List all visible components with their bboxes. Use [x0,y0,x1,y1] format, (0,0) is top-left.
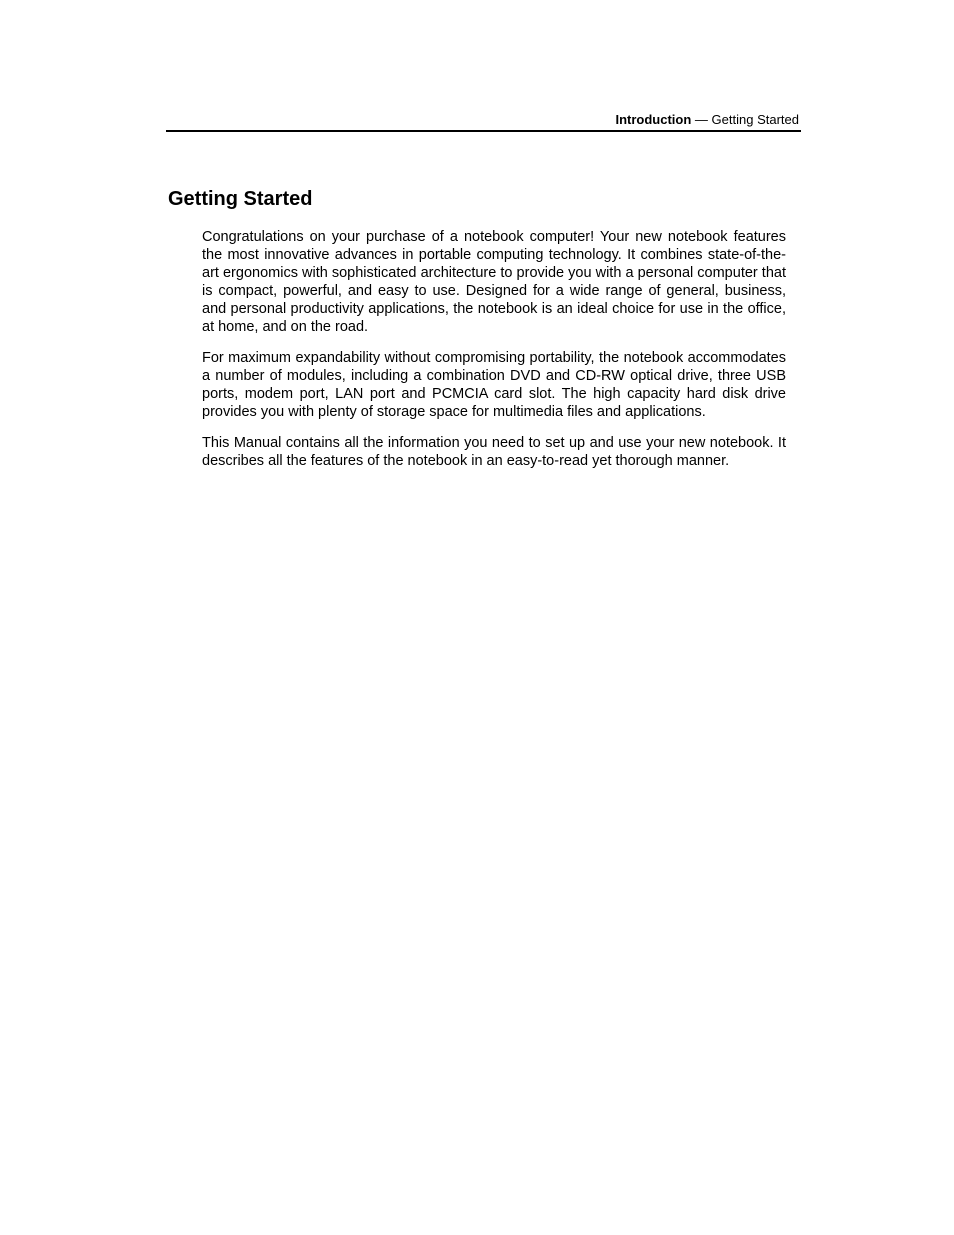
paragraph-manual: This Manual contains all the information you need to set up and use your new notebook. It describes all the features of the notebook in an easy-to-read yet thorough manner. [202,435,786,469]
header-subsection: Getting Started [711,112,799,127]
paragraph-expandability: For maximum expandability without compromising portability, the notebook accommodates a number of modules, including a combination DVD and CD-RW optical drive, three USB ports, modem port, LAN port and PCMCIA card slot. The high capacity hard disk drive provides you with plenty of storage space for multimedia files and applications. [202,350,786,420]
header-separator: — [691,112,712,127]
paragraph-intro: Congratulations on your purchase of a notebook computer! Your new notebook features the most innovative advances in portable computing technology. It combines state-of-the-art ergonomics with sophisticated architecture to provide you with a personal computer that is compact, powerful, and easy to use. Designed for a wide range of general, business, and personal productivity applications, the notebook is an ideal choice for use in the office, at home, and on the road. [202,229,786,335]
header-section: Introduction [615,112,692,127]
page-header [166,112,801,132]
section-title: Getting Started [168,188,313,210]
running-header [615,112,801,127]
body-content [202,228,786,483]
